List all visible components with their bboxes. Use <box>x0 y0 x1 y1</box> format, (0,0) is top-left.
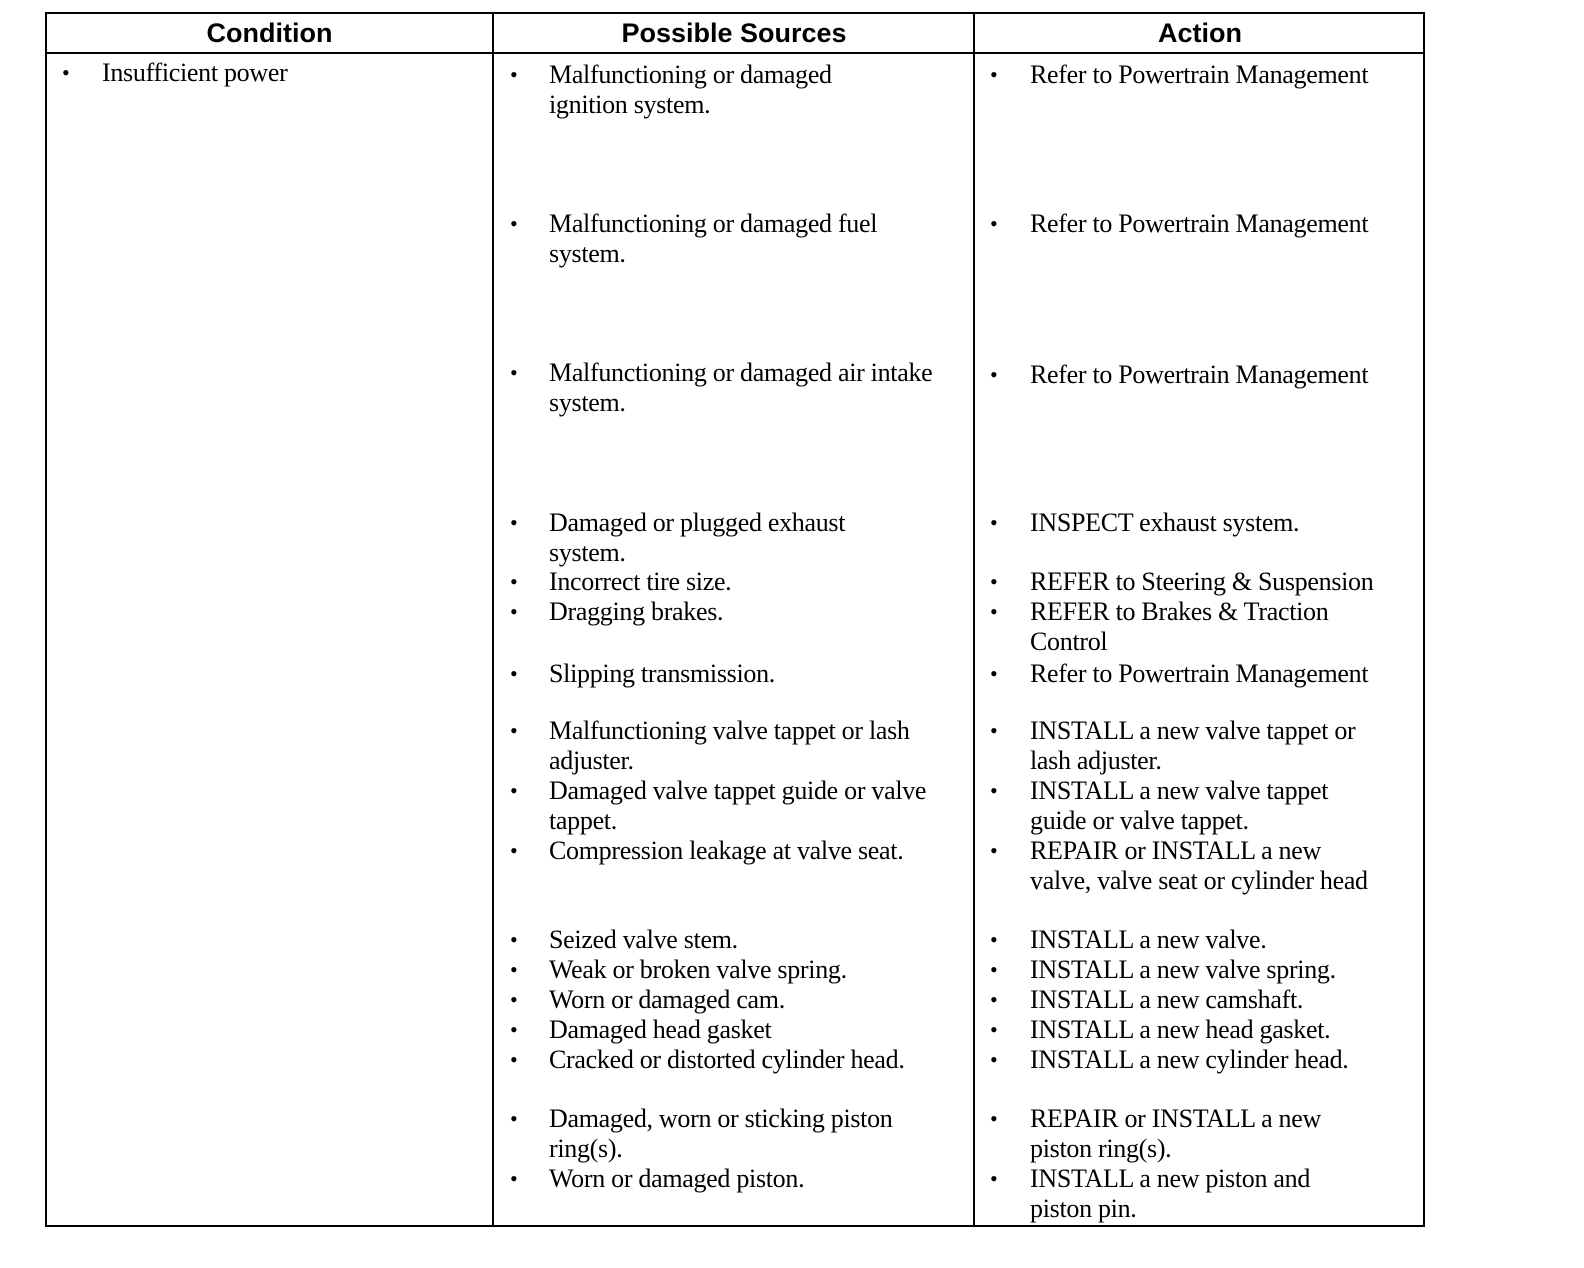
bullet-icon: • <box>990 1017 998 1042</box>
header-possible-sources: Possible Sources <box>621 18 847 48</box>
bullet-icon: • <box>510 62 518 87</box>
bullet-icon: • <box>510 510 518 535</box>
possible-source-text: Weak or broken valve spring. <box>549 955 847 984</box>
possible-source-text: Seized valve stem. <box>549 925 738 954</box>
possible-source-text: Malfunctioning or damaged air intake system. <box>549 358 933 417</box>
bullet-icon: • <box>990 987 998 1012</box>
bullet-icon: • <box>990 718 998 743</box>
possible-source-text: Cracked or distorted cylinder head. <box>549 1045 905 1074</box>
possible-source-text: Compression leakage at valve seat. <box>549 836 904 865</box>
bullet-icon: • <box>990 957 998 982</box>
action-text: INSTALL a new camshaft. <box>1030 985 1304 1014</box>
action-text: INSTALL a new valve tappet or lash adjuster. <box>1030 716 1356 775</box>
action-text: INSTALL a new head gasket. <box>1030 1015 1331 1044</box>
possible-source-text: Slipping transmission. <box>549 659 775 688</box>
possible-source-text: Dragging brakes. <box>549 597 724 626</box>
bullet-icon: • <box>990 362 998 387</box>
condition-text: Insufficient power <box>102 58 288 87</box>
action-text: Refer to Powertrain Management <box>1030 209 1369 238</box>
bullet-icon: • <box>510 569 518 594</box>
bullet-icon: • <box>510 838 518 863</box>
column-divider <box>492 12 494 1227</box>
bullet-icon: • <box>990 927 998 952</box>
action-text: INSTALL a new valve. <box>1030 925 1267 954</box>
possible-source-text: Malfunctioning or damaged fuel system. <box>549 209 878 268</box>
header-divider <box>45 52 1425 54</box>
action-text: INSTALL a new valve spring. <box>1030 955 1336 984</box>
bullet-icon: • <box>510 957 518 982</box>
possible-source-text: Malfunctioning or damaged ignition system. <box>549 60 832 119</box>
bullet-icon: • <box>510 718 518 743</box>
bullet-icon: • <box>990 62 998 87</box>
possible-source-text: Damaged or plugged exhaust system. <box>549 508 846 567</box>
action-text: Refer to Powertrain Management <box>1030 60 1369 89</box>
possible-source-text: Damaged, worn or sticking piston ring(s). <box>549 1104 893 1163</box>
bullet-icon: • <box>990 778 998 803</box>
action-text: INSPECT exhaust system. <box>1030 508 1300 537</box>
bullet-icon: • <box>510 987 518 1012</box>
bullet-icon: • <box>510 1047 518 1072</box>
bullet-icon: • <box>510 360 518 385</box>
bullet-icon: • <box>510 599 518 624</box>
bullet-icon: • <box>510 661 518 686</box>
possible-source-text: Worn or damaged cam. <box>549 985 785 1014</box>
action-text: INSTALL a new piston and piston pin. <box>1030 1164 1311 1223</box>
bullet-icon: • <box>510 778 518 803</box>
action-text: REFER to Steering & Suspension <box>1030 567 1374 596</box>
action-text: INSTALL a new valve tappet guide or valve tappet. <box>1030 776 1329 835</box>
possible-source-text: Malfunctioning valve tappet or lash adjuster. <box>549 716 910 775</box>
bullet-icon: • <box>62 60 70 85</box>
action-text: INSTALL a new cylinder head. <box>1030 1045 1349 1074</box>
possible-source-text: Damaged valve tappet guide or valve tappet. <box>549 776 927 835</box>
bullet-icon: • <box>510 211 518 236</box>
bullet-icon: • <box>990 661 998 686</box>
bullet-icon: • <box>510 1106 518 1131</box>
possible-source-text: Worn or damaged piston. <box>549 1164 805 1193</box>
action-text: Refer to Powertrain Management <box>1030 360 1369 389</box>
bullet-icon: • <box>510 1166 518 1191</box>
header-action: Action <box>1158 18 1242 48</box>
action-text: Refer to Powertrain Management <box>1030 659 1369 688</box>
action-text: REPAIR or INSTALL a new valve, valve seat or cylinder head <box>1030 836 1368 895</box>
header-condition: Condition <box>206 18 333 48</box>
possible-source-text: Incorrect tire size. <box>549 567 732 596</box>
bullet-icon: • <box>990 569 998 594</box>
bullet-icon: • <box>990 1047 998 1072</box>
action-text: REFER to Brakes & Traction Control <box>1030 597 1329 656</box>
bullet-icon: • <box>990 510 998 535</box>
bullet-icon: • <box>990 211 998 236</box>
bullet-icon: • <box>990 599 998 624</box>
action-text: REPAIR or INSTALL a new piston ring(s). <box>1030 1104 1321 1163</box>
column-divider <box>973 12 975 1227</box>
bullet-icon: • <box>990 1106 998 1131</box>
bullet-icon: • <box>510 1017 518 1042</box>
possible-source-text: Damaged head gasket <box>549 1015 772 1044</box>
bullet-icon: • <box>990 1166 998 1191</box>
bullet-icon: • <box>990 838 998 863</box>
bullet-icon: • <box>510 927 518 952</box>
